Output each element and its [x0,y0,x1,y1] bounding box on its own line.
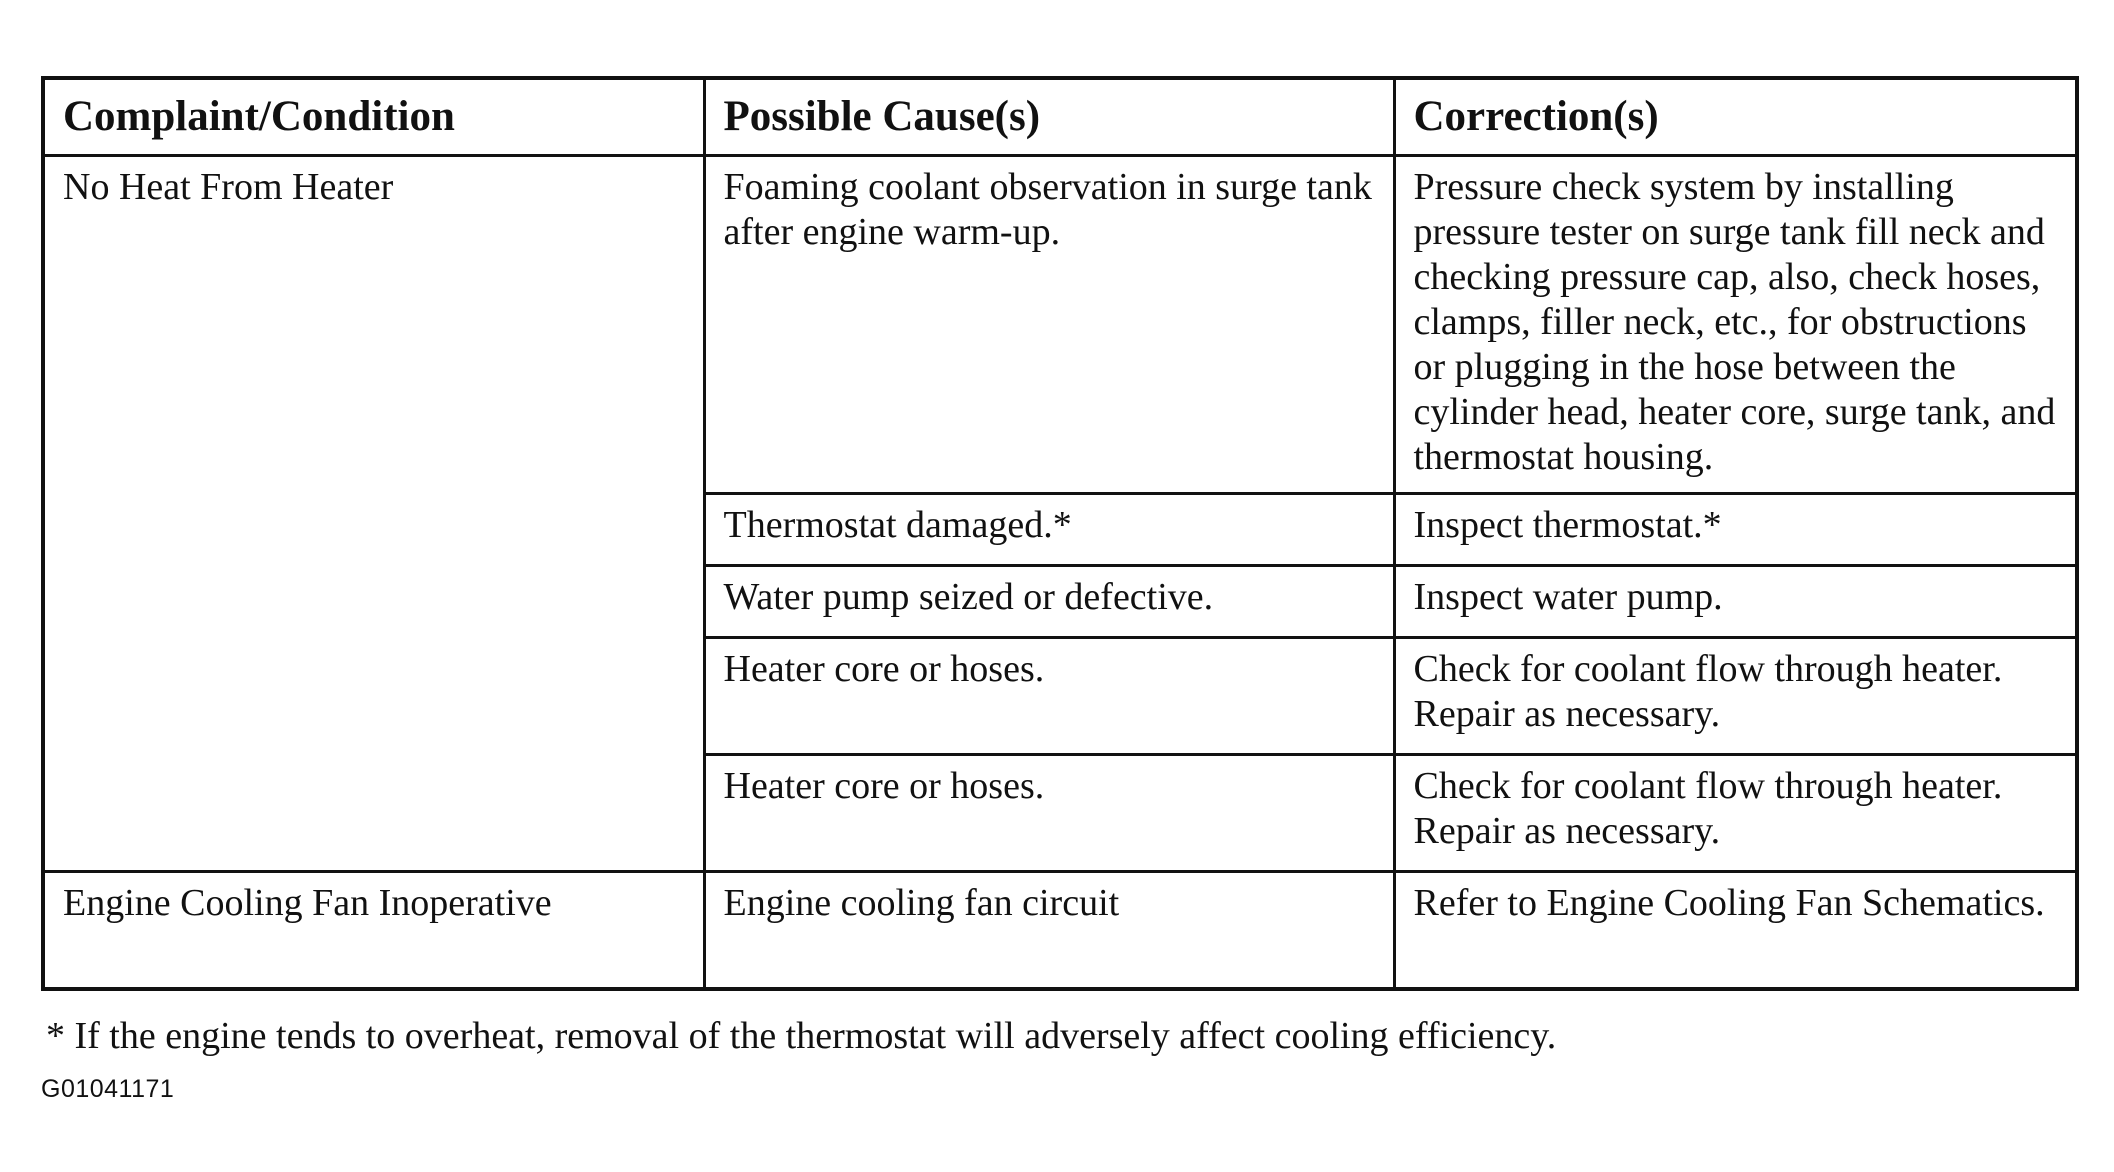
cause-cell: Heater core or hoses. [704,755,1394,872]
diagnostic-table [41,76,2079,991]
table-header-row [43,78,2077,156]
condition-cell: No Heat From Heater [43,156,704,872]
correction-cell: Refer to Engine Cooling Fan Schematics. [1394,872,2077,990]
correction-cell: Inspect water pump. [1394,566,2077,638]
footnote: * If the engine tends to overheat, removal of the thermostat will adversely affect cooling efficiency. [46,1015,1557,1057]
cause-cell: Water pump seized or defective. [704,566,1394,638]
condition-cell: Engine Cooling Fan Inoperative [43,872,704,990]
column-header-complaint: Complaint/Condition [43,78,704,156]
correction-cell: Inspect thermostat.* [1394,494,2077,566]
cause-cell: Thermostat damaged.* [704,494,1394,566]
column-header-cause: Possible Cause(s) [704,78,1394,156]
cause-cell: Engine cooling fan circuit [704,872,1394,990]
table-row [43,156,2077,494]
correction-cell: Pressure check system by installing pressure tester on surge tank fill neck and checking pressure cap, also, check hoses, clamps, filler neck, etc., for obstructions or plugging in the hose between the cylinder head, heater core, surge tank, and thermostat housing. [1394,156,2077,494]
column-header-correction: Correction(s) [1394,78,2077,156]
figure-id: G01041171 [41,1075,175,1103]
cause-cell: Heater core or hoses. [704,638,1394,755]
correction-cell: Check for coolant flow through heater. Repair as necessary. [1394,638,2077,755]
cause-cell: Foaming coolant observation in surge tank after engine warm-up. [704,156,1394,494]
table-row [43,872,2077,990]
correction-cell: Check for coolant flow through heater. Repair as necessary. [1394,755,2077,872]
